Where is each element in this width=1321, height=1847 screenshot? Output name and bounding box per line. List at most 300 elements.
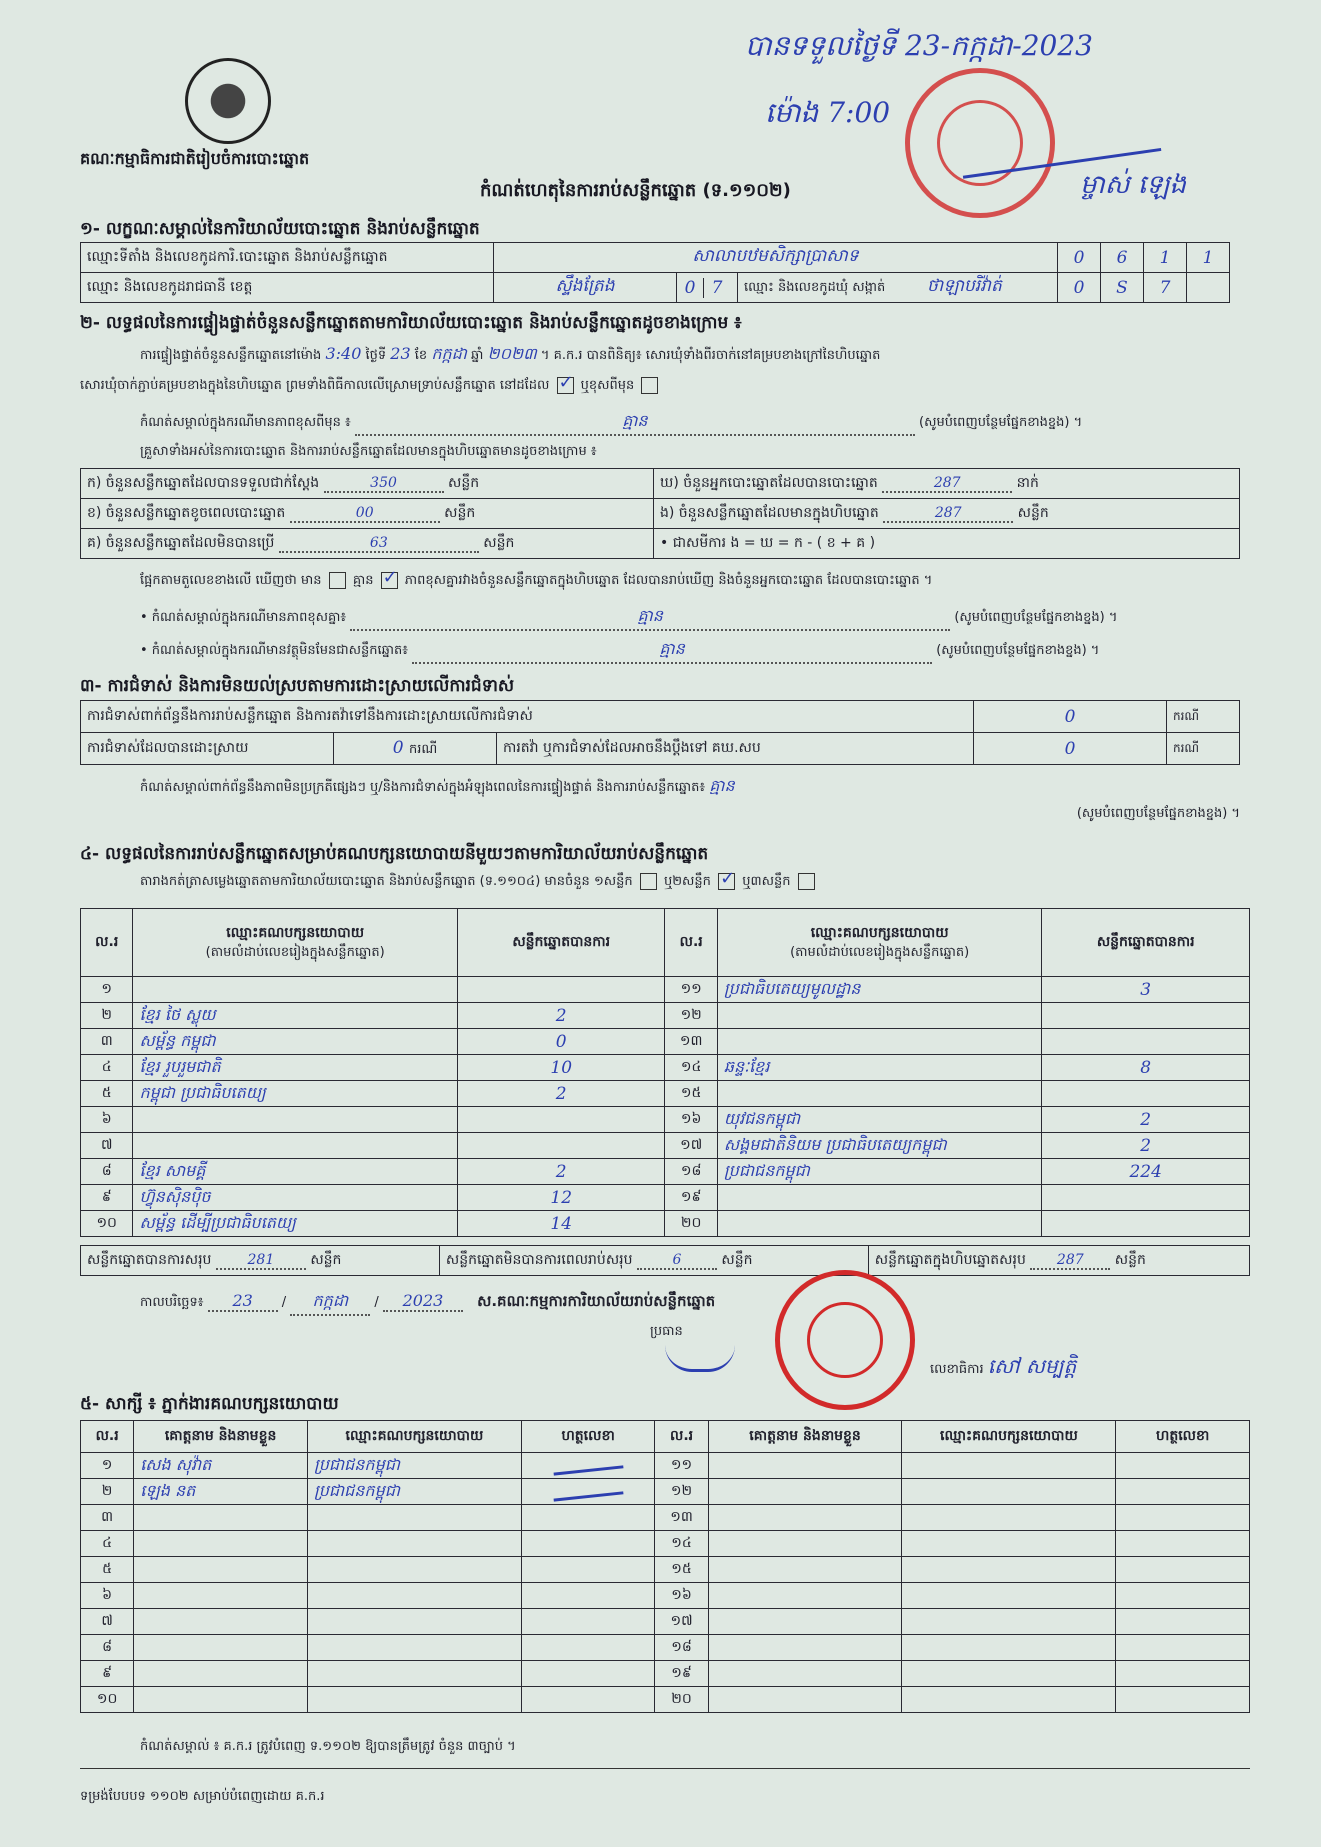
- tally-three-label: ឬ៣សន្លឹក: [742, 874, 791, 889]
- results-col-no-left: ល.រ: [81, 909, 133, 977]
- changed-label: ឬខុសពីមុន: [580, 378, 635, 393]
- witness-signature: [521, 1557, 655, 1583]
- location-value: សាលាបឋមសិក្សាប្រាសាទ: [494, 243, 1058, 273]
- section4-heading: ៤- លទ្ធផលនៃការរាប់សន្លឹកឆ្នោតសម្រាប់គណបក្សនយោបាយនីមួយៗតាមការិយាល័យរាប់សន្លឹកឆ្នោត: [80, 844, 709, 864]
- result-party: [717, 1081, 1042, 1107]
- witness-party: [902, 1583, 1116, 1609]
- witness-party: [307, 1557, 521, 1583]
- result-party: កម្ពុជា ប្រជាធិបតេយ្យ: [133, 1081, 458, 1107]
- witness-col-no-left: ល.រ: [81, 1421, 134, 1453]
- note2-value: គ្មាន: [412, 638, 932, 664]
- witness-party: ប្រជាជនកម្ពុជា: [307, 1453, 521, 1479]
- result-party: ឆន្ទៈខ្មែរ: [717, 1055, 1042, 1081]
- total-invalid-value: 6: [637, 1252, 717, 1270]
- line1-rest: ។ គ.ក.រ បានពិនិត្យ៖ សោរឃុំទាំងពីរចាក់នៅគម្របខាងក្រៅនៃហិបឆ្នោត: [540, 348, 881, 363]
- witness-signature: [521, 1635, 655, 1661]
- result-no: ១៥: [665, 1081, 717, 1107]
- result-votes: 2: [1042, 1107, 1250, 1133]
- witness-col-name-left: គោត្តនាម និងនាមខ្លួន: [134, 1421, 308, 1453]
- table-row: [81, 1185, 1250, 1211]
- signer-note: ម្ចាស់ ឡេង: [1080, 170, 1187, 200]
- province-code-1: 0: [677, 278, 704, 298]
- witness-col-sign-right: ហត្ថលេខា: [1116, 1421, 1250, 1453]
- witness-signature: [521, 1505, 655, 1531]
- witness-name: [708, 1609, 902, 1635]
- witness-name: [134, 1583, 308, 1609]
- witness-signature: [521, 1661, 655, 1687]
- month-value: កក្កដា: [431, 344, 467, 363]
- witness-signature: [1116, 1453, 1250, 1479]
- result-party: សម្ព័ន្ធ កម្ពុជា: [133, 1029, 458, 1055]
- day-label: ថ្ងៃទី: [365, 348, 387, 363]
- unchanged-checkbox[interactable]: [557, 377, 574, 394]
- has-diff-checkbox[interactable]: [329, 572, 346, 589]
- secretary-name: សៅ សម្បត្តិ: [987, 1354, 1077, 1378]
- witness-signature: [1116, 1505, 1250, 1531]
- table-row: [81, 1107, 1250, 1133]
- result-party: ប្រជាធិបតេយ្យមូលដ្ឋាន: [717, 977, 1042, 1003]
- result-party: យុវជនកម្ពុជា: [717, 1107, 1042, 1133]
- result-party: ហ៊្វុនស៊ិនប៉ិច: [133, 1185, 458, 1211]
- table-row: [81, 1687, 1250, 1713]
- count-a-label: ក) ចំនួនសន្លឹកឆ្នោតដែលបានទទួលជាក់ស្តែង: [87, 475, 320, 491]
- changed-checkbox[interactable]: [641, 377, 658, 394]
- province-value: ស្ទឹងត្រែង: [494, 273, 677, 303]
- result-votes: [1042, 1003, 1250, 1029]
- complaint-row1-unit: ករណី: [1167, 701, 1240, 733]
- commune-code-3: 7: [1144, 273, 1187, 303]
- result-votes: 14: [457, 1211, 665, 1237]
- witness-col-name-right: គោត្តនាម និងនាមខ្លួន: [708, 1421, 902, 1453]
- result-no: ១៤: [665, 1055, 717, 1081]
- witness-name: [708, 1505, 902, 1531]
- witness-no: ១៤: [655, 1531, 708, 1557]
- witness-signature: [521, 1687, 655, 1713]
- total-box-unit: សន្លឹក: [1114, 1252, 1146, 1268]
- result-party: សង្គមជាតិនិយម ប្រជាធិបតេយ្យកម្ពុជា: [717, 1133, 1042, 1159]
- witness-name: [134, 1531, 308, 1557]
- table-row: [81, 1133, 1250, 1159]
- result-no: ១: [81, 977, 133, 1003]
- footnote: កំណត់សម្គាល់ ៖ គ.ក.រ ត្រូវបំពេញ ទ.១១០២ ឱ្យបានត្រឹមត្រូវ ចំនួន ៣ច្បាប់ ។: [140, 1739, 516, 1754]
- witness-no: ៦: [81, 1583, 134, 1609]
- section3-remark-suffix: (សូមបំពេញបន្ថែមផ្នែកខាងខ្នង) ។: [1076, 806, 1240, 821]
- witness-signature: [1116, 1531, 1250, 1557]
- result-votes: [1042, 1185, 1250, 1211]
- table-intro: គ្រួសាទាំងអស់នៃការបោះឆ្នោត និងការរាប់សន្លឹកឆ្នោតដែលមានក្នុងហិបឆ្នោតមានដូចខាងក្រោម ៖: [140, 444, 597, 459]
- result-party: ខ្មែរ សាមគ្គី: [133, 1159, 458, 1185]
- complaints-table: [80, 700, 1240, 765]
- result-no: ៤: [81, 1055, 133, 1081]
- month-label: ខែ: [414, 348, 428, 363]
- result-votes: 0: [457, 1029, 665, 1055]
- line2-text: សោរឃុំចាក់ភ្ជាប់គម្របខាងក្នុងនៃហិបឆ្នោត ព្រមទាំងពិធីកាលលើស្រោមទ្រាប់សន្លឹកឆ្នោត នៅដដែល: [80, 378, 550, 393]
- location-code-2: 6: [1101, 243, 1144, 273]
- table-row: [81, 1003, 1250, 1029]
- witness-col-sign-left: ហត្ថលេខា: [521, 1421, 655, 1453]
- witness-name: [134, 1609, 308, 1635]
- witness-signature: [521, 1609, 655, 1635]
- results-table: [80, 908, 1250, 1237]
- result-no: ៦: [81, 1107, 133, 1133]
- witness-signature: [521, 1531, 655, 1557]
- result-votes: 2: [457, 1159, 665, 1185]
- diff-line-text: ផ្អែកតាមតួលេខខាងលើ ឃើញថា មាន: [140, 573, 322, 588]
- result-votes: [1042, 1211, 1250, 1237]
- remark-suffix: (សូមបំពេញបន្ថែមផ្នែកខាងខ្នង) ។: [919, 415, 1083, 430]
- witness-no: ៨: [81, 1635, 134, 1661]
- result-no: ១០: [81, 1211, 133, 1237]
- formula-text: • ជាសមីការ ង = ឃ = ក - ( ខ + គ ): [654, 529, 1240, 559]
- count-b-value: 00: [290, 505, 440, 523]
- section1-heading: ១- លក្ខណៈសម្គាល់នៃការិយាល័យបោះឆ្នោត និងរាប់សន្លឹកឆ្នោត: [80, 219, 480, 239]
- result-votes: 8: [1042, 1055, 1250, 1081]
- chair-signature: [665, 1345, 735, 1372]
- results-totals: [80, 1245, 1250, 1276]
- date-year: 2023: [383, 1291, 463, 1312]
- section2-heading: ២- លទ្ធផលនៃការផ្ទៀងផ្ទាត់ចំនួនសន្លឹកឆ្នោតតាមការិយាល័យបោះឆ្នោត និងរាប់សន្លឹកឆ្នោតដូចខាងក្រោម ៖: [80, 313, 742, 333]
- tally-line: [140, 873, 1240, 892]
- results-col-party-right: ឈ្មោះគណបក្សនយោបាយ: [810, 924, 949, 941]
- form-footer: ទម្រង់បែបបទ ១១០២ សម្រាប់បំពេញដោយ គ.ក.រ: [80, 1789, 325, 1804]
- witness-signature: [521, 1479, 655, 1505]
- count-c-value: 63: [279, 535, 479, 553]
- committee-label: ស.គណៈកម្មការការិយាល័យរាប់សន្លឹកឆ្នោត: [477, 1292, 716, 1310]
- line1-text: ការផ្ទៀងផ្ទាត់ចំនួនសន្លឹកឆ្នោតនៅម៉ោង: [140, 348, 322, 363]
- footer-divider: [80, 1768, 1250, 1769]
- complaint-row1-label: ការជំទាស់ពាក់ព័ន្ធនឹងការរាប់សន្លឹកឆ្នោត និងការតវ៉ាទៅនឹងការដោះស្រាយលើការជំទាស់: [81, 701, 974, 733]
- witness-party: [902, 1453, 1116, 1479]
- result-party: [133, 977, 458, 1003]
- result-no: ៣: [81, 1029, 133, 1055]
- section3-remark: [140, 775, 1240, 799]
- note1-label: • កំណត់សម្គាល់ក្នុងករណីមានភាពខុសគ្នា៖: [140, 610, 347, 625]
- table-row: [81, 1557, 1250, 1583]
- total-box-value: 287: [1030, 1252, 1110, 1270]
- results-col-party-sub-left: (តាមលំដាប់លេខរៀងក្នុងសន្លឹកឆ្នោត): [205, 944, 385, 960]
- result-party: [717, 1211, 1042, 1237]
- table-row: [81, 1029, 1250, 1055]
- result-party: [717, 1003, 1042, 1029]
- witness-name: [708, 1687, 902, 1713]
- chair-label: ប្រធាន: [650, 1324, 683, 1339]
- note1-line: [140, 605, 1240, 631]
- location-table: [80, 242, 1230, 303]
- complaint-resolved-unit: ករណី: [408, 741, 438, 757]
- results-col-votes-right: សន្លឹកឆ្នោតបានការ: [1042, 909, 1250, 977]
- section2-line1: [140, 343, 1240, 367]
- count-a-value: 350: [324, 475, 444, 493]
- year-label: ឆ្នាំ: [471, 348, 484, 363]
- results-col-party-sub-right: (តាមលំដាប់លេខរៀងក្នុងសន្លឹកឆ្នោត): [790, 944, 970, 960]
- witness-no: ៧: [81, 1609, 134, 1635]
- table-row: [81, 1531, 1250, 1557]
- result-no: ១៩: [665, 1185, 717, 1211]
- witness-name: [708, 1453, 902, 1479]
- witness-signature-mark: [553, 1455, 624, 1475]
- count-b-label: ខ) ចំនួនសន្លឹកឆ្នោតខូចពេលបោះឆ្នោត: [87, 505, 286, 521]
- count-d-value: 287: [882, 475, 1012, 493]
- no-diff-checkbox[interactable]: [381, 572, 398, 589]
- result-party: [133, 1133, 458, 1159]
- result-party: ខ្មែរ ថៃ ស្លុយ: [133, 1003, 458, 1029]
- total-box-label: សន្លឹកឆ្នោតក្នុងហិបឆ្នោតសរុប: [874, 1252, 1026, 1268]
- result-votes: [457, 1133, 665, 1159]
- witness-party: [307, 1687, 521, 1713]
- section5-heading: ៥- សាក្សី ៖ ភ្នាក់ងារគណបក្សនយោបាយ: [80, 1394, 339, 1414]
- witness-name: [134, 1505, 308, 1531]
- witness-party: [902, 1687, 1116, 1713]
- table-row: [81, 1055, 1250, 1081]
- witness-col-party-right: ឈ្មោះគណបក្សនយោបាយ: [902, 1421, 1116, 1453]
- witness-signature: [521, 1453, 655, 1479]
- org-name: គណៈកម្មាធិការជាតិរៀបចំការបោះឆ្នោត: [80, 149, 310, 168]
- result-no: ១៧: [665, 1133, 717, 1159]
- no-diff-label: គ្មាន: [352, 573, 374, 588]
- result-no: ៥: [81, 1081, 133, 1107]
- witness-no: ១២: [655, 1479, 708, 1505]
- witness-party: [902, 1557, 1116, 1583]
- count-d-unit: នាក់: [1016, 475, 1039, 491]
- year-value: ២០២៣: [487, 344, 537, 363]
- complaint-resolved-label: ការជំទាស់ដែលបានដោះស្រាយ: [81, 733, 334, 765]
- witness-name: ឡេង នត: [134, 1479, 308, 1505]
- witness-name: [134, 1635, 308, 1661]
- witness-name: [134, 1687, 308, 1713]
- result-no: ១២: [665, 1003, 717, 1029]
- table-row: [81, 1583, 1250, 1609]
- result-party: [133, 1107, 458, 1133]
- count-c-label: គ) ចំនួនសន្លឹកឆ្នោតដែលមិនបានប្រើ: [87, 535, 275, 551]
- witness-party: [902, 1661, 1116, 1687]
- table-row: [81, 1635, 1250, 1661]
- witness-no: ១៩: [655, 1661, 708, 1687]
- witness-name: [708, 1557, 902, 1583]
- tally-line-text: តារាងកត់ត្រាសម្លេងឆ្នោតតាមការិយាល័យបោះឆ្នោត និងរាប់សន្លឹកឆ្នោត (ទ.១១០៤) មានចំនួន ១សន្លឹក: [140, 874, 633, 889]
- witness-no: ១៣: [655, 1505, 708, 1531]
- section3-remark-label: កំណត់សម្គាល់ពាក់ព័ន្ធនឹងភាពមិនប្រក្រតីផ្សេងៗ ឬ/និងការជំទាស់ក្នុងអំឡុងពេលនៃការផ្ទៀងផ្ទាត់ និងការរាប់សន្លឹកឆ្នោត៖: [140, 780, 706, 795]
- results-col-votes-left: សន្លឹកឆ្នោតបានការ: [457, 909, 665, 977]
- result-party: [717, 1185, 1042, 1211]
- total-valid-unit: សន្លឹក: [310, 1252, 342, 1268]
- secretary-line: [930, 1353, 1076, 1383]
- witness-party: [902, 1479, 1116, 1505]
- tally-two-checkbox[interactable]: [718, 873, 735, 890]
- witness-no: ៣: [81, 1505, 134, 1531]
- remark-label: កំណត់សម្គាល់ក្នុងករណីមានភាពខុសពីមុន ៖: [140, 415, 351, 430]
- witness-party: [902, 1505, 1116, 1531]
- witness-no: ១៥: [655, 1557, 708, 1583]
- commune-label: ឈ្មោះ និងលេខកូដឃុំ សង្កាត់: [744, 280, 886, 295]
- diff-line-rest: ភាពខុសគ្នារវាងចំនួនសន្លឹកឆ្នោតក្នុងហិបឆ្នោត ដែលបានរាប់ឃើញ និងចំនួនអ្នកបោះឆ្នោត ដែលបានបោះឆ្នោត ។: [404, 573, 933, 588]
- ballot-count-table: [80, 468, 1240, 559]
- witness-name: [708, 1531, 902, 1557]
- result-votes: 10: [457, 1055, 665, 1081]
- tally-two-label: ឬ២សន្លឹក: [663, 874, 711, 889]
- total-invalid-unit: សន្លឹក: [721, 1252, 753, 1268]
- secretary-label: លេខាធិការ: [930, 1362, 984, 1377]
- note2-line: [140, 638, 1240, 664]
- witness-party: [902, 1609, 1116, 1635]
- complaint-appeal-unit: ករណី: [1167, 733, 1240, 765]
- result-no: ១៨: [665, 1159, 717, 1185]
- result-votes: [1042, 1029, 1250, 1055]
- count-e-unit: សន្លឹក: [1017, 505, 1049, 521]
- witness-party: [307, 1609, 521, 1635]
- result-party: ប្រជាជនកម្ពុជា: [717, 1159, 1042, 1185]
- result-votes: 12: [457, 1185, 665, 1211]
- witness-party: [902, 1635, 1116, 1661]
- result-no: ២០: [665, 1211, 717, 1237]
- result-no: ៩: [81, 1185, 133, 1211]
- result-votes: [457, 977, 665, 1003]
- table-row: [81, 977, 1250, 1003]
- note2-label: • កំណត់សម្គាល់ក្នុងករណីមានវត្ថុមិនមែនជាសន្លឹកឆ្នោត៖: [140, 643, 408, 658]
- witness-no: ១: [81, 1453, 134, 1479]
- tally-three-checkbox[interactable]: [798, 873, 815, 890]
- count-c-unit: សន្លឹក: [483, 535, 515, 551]
- witness-party: [307, 1531, 521, 1557]
- result-party: ខ្មែរ រួបរួមជាតិ: [133, 1055, 458, 1081]
- witness-signature: [1116, 1609, 1250, 1635]
- total-valid-value: 281: [216, 1252, 306, 1270]
- witness-no: ២: [81, 1479, 134, 1505]
- remark-line: [140, 410, 1240, 436]
- commune-value: ថាឡាបរិវ៉ាត់: [927, 276, 1002, 296]
- witness-party: [307, 1635, 521, 1661]
- province-code-2: 7: [711, 277, 723, 298]
- table-row: [81, 1479, 1250, 1505]
- date-day: 23: [208, 1291, 278, 1312]
- witness-no: ១១: [655, 1453, 708, 1479]
- table-row: [81, 1453, 1250, 1479]
- witness-name: សេង សុវ៉ាត: [134, 1453, 308, 1479]
- witness-signature: [521, 1583, 655, 1609]
- tally-one-checkbox[interactable]: [640, 873, 657, 890]
- witness-party: [307, 1505, 521, 1531]
- date-label: កាលបរិច្ឆេទ៖: [140, 1295, 204, 1310]
- table-row: [81, 1081, 1250, 1107]
- witness-name: [708, 1479, 902, 1505]
- witness-no: ១៧: [655, 1609, 708, 1635]
- witness-name: [708, 1583, 902, 1609]
- location-code-3: 1: [1144, 243, 1187, 273]
- complaint-appeal-label: ការតវ៉ា ឬការជំទាស់ដែលអាចនឹងប្តឹងទៅ គឃ.សប: [497, 733, 974, 765]
- witness-signature: [1116, 1479, 1250, 1505]
- province-label: ឈ្មោះ និងលេខកូដរាជធានី ខេត្ត: [81, 273, 494, 303]
- result-votes: 3: [1042, 977, 1250, 1003]
- official-stamp-bottom: [775, 1270, 915, 1410]
- location-code-1: 0: [1058, 243, 1101, 273]
- witness-party: ប្រជាជនកម្ពុជា: [307, 1479, 521, 1505]
- table-row: [81, 1211, 1250, 1237]
- received-note: បានទទួលថ្ងៃទី 23-កក្កដា-2023: [745, 29, 1093, 62]
- result-no: ៨: [81, 1159, 133, 1185]
- witness-name: [134, 1557, 308, 1583]
- witness-party: [307, 1661, 521, 1687]
- result-no: ៧: [81, 1133, 133, 1159]
- result-party: សម្ព័ន្ធ ដើម្បីប្រជាធិបតេយ្យ: [133, 1211, 458, 1237]
- count-a-unit: សន្លឹក: [448, 475, 480, 491]
- total-valid-label: សន្លឹកឆ្នោតបានការសរុប: [87, 1252, 212, 1268]
- result-no: ១១: [665, 977, 717, 1003]
- form-title: កំណត់ហេតុនៃការរាប់សន្លឹកឆ្នោត (ទ.១១០២): [480, 180, 791, 201]
- date-month: កក្កដា: [290, 1290, 370, 1316]
- total-invalid-label: សន្លឹកឆ្នោតមិនបានការពេលរាប់សរុប: [445, 1252, 633, 1268]
- nec-emblem: [185, 58, 271, 144]
- remark-value: គ្មាន: [355, 410, 915, 436]
- count-e-label: ង) ចំនួនសន្លឹកឆ្នោតដែលមានក្នុងហិបឆ្នោត: [660, 505, 879, 521]
- witness-name: [134, 1661, 308, 1687]
- witness-table: [80, 1420, 1250, 1713]
- complaint-appeal-value: 0: [974, 733, 1167, 765]
- witness-party: [902, 1531, 1116, 1557]
- witness-no: ១០: [81, 1687, 134, 1713]
- result-votes: 2: [457, 1081, 665, 1107]
- witness-signature: [1116, 1661, 1250, 1687]
- location-label: ឈ្មោះទីតាំង និងលេខកូដការិ.បោះឆ្នោត និងរាប់សន្លឹកឆ្នោត: [81, 243, 494, 273]
- result-votes: [457, 1107, 665, 1133]
- section3-remark-value: គ្មាន: [709, 776, 735, 795]
- witness-signature: [1116, 1687, 1250, 1713]
- section2-line2: [80, 377, 1230, 396]
- result-no: ២: [81, 1003, 133, 1029]
- count-d-label: ឃ) ចំនួនអ្នកបោះឆ្នោតដែលបានបោះឆ្នោត: [660, 475, 878, 491]
- location-code-4: 1: [1187, 243, 1230, 273]
- witness-no: ២០: [655, 1687, 708, 1713]
- time-value: 3:40: [325, 344, 362, 363]
- table-row: [81, 1159, 1250, 1185]
- witness-signature: [1116, 1557, 1250, 1583]
- results-col-no-right: ល.រ: [665, 909, 717, 977]
- result-votes: 224: [1042, 1159, 1250, 1185]
- witness-signature: [1116, 1583, 1250, 1609]
- witness-name: [708, 1635, 902, 1661]
- witness-signature: [1116, 1635, 1250, 1661]
- result-votes: [1042, 1081, 1250, 1107]
- witness-no: ៩: [81, 1661, 134, 1687]
- date-line: កាលបរិច្ឆេទ៖ 23 / កក្កដា / 2023 ស.គណៈកម្មការការិយាល័យរាប់សន្លឹកឆ្នោត: [140, 1290, 715, 1316]
- note1-value: គ្មាន: [350, 605, 950, 631]
- witness-no: ៤: [81, 1531, 134, 1557]
- day-value: 23: [390, 344, 411, 363]
- table-row: [81, 1505, 1250, 1531]
- diff-line: [140, 572, 1240, 591]
- commune-code-1: 0: [1058, 273, 1101, 303]
- count-e-value: 287: [883, 505, 1013, 523]
- witness-col-party-left: ឈ្មោះគណបក្សនយោបាយ: [307, 1421, 521, 1453]
- complaint-resolved-value: 0: [392, 737, 404, 758]
- witness-col-no-right: ល.រ: [655, 1421, 708, 1453]
- result-no: ១៦: [665, 1107, 717, 1133]
- table-row: [81, 1609, 1250, 1635]
- witness-no: ១៨: [655, 1635, 708, 1661]
- note2-suffix: (សូមបំពេញបន្ថែមផ្នែកខាងខ្នង) ។: [936, 643, 1100, 658]
- commune-code-2: S: [1101, 273, 1144, 303]
- received-time: ម៉ោង 7:00: [765, 96, 891, 129]
- result-votes: 2: [1042, 1133, 1250, 1159]
- section3-heading: ៣- ការជំទាស់ និងការមិនយល់ស្របតាមការដោះស្រាយលើការជំទាស់: [80, 676, 515, 696]
- witness-no: ៥: [81, 1557, 134, 1583]
- witness-signature-mark: [553, 1481, 624, 1501]
- count-b-unit: សន្លឹក: [444, 505, 476, 521]
- result-party: [717, 1029, 1042, 1055]
- result-no: ១៣: [665, 1029, 717, 1055]
- table-row: [81, 1661, 1250, 1687]
- witness-name: [708, 1661, 902, 1687]
- witness-no: ១៦: [655, 1583, 708, 1609]
- complaint-row1-value: 0: [974, 701, 1167, 733]
